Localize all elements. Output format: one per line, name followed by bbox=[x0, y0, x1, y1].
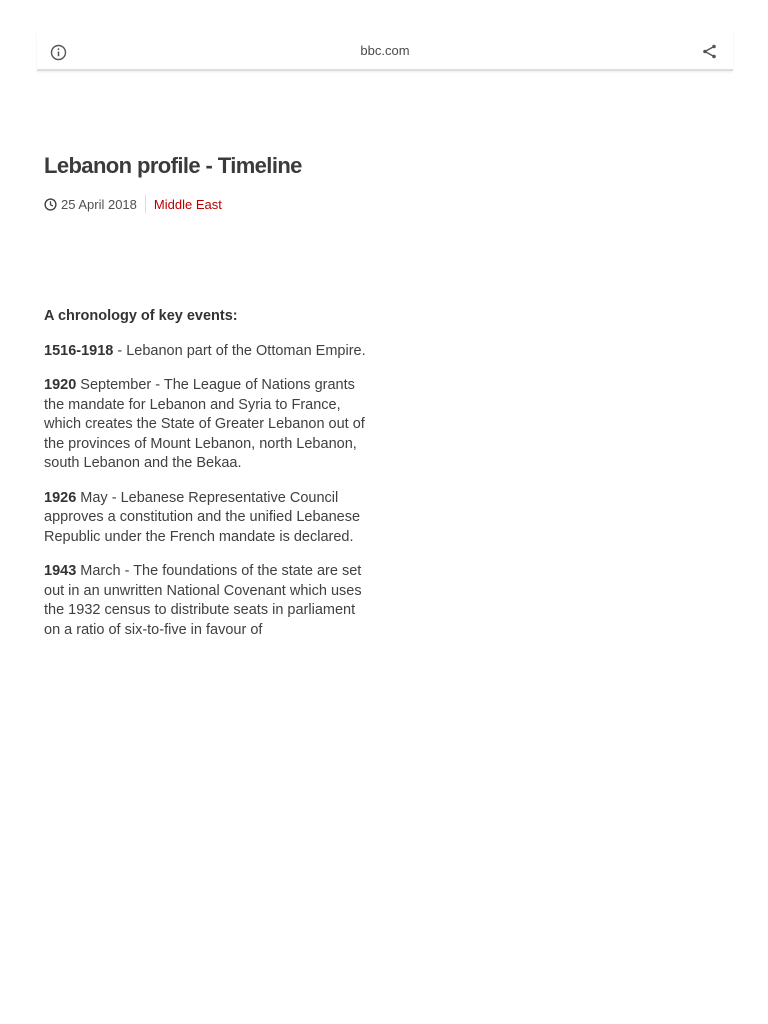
site-domain: bbc.com bbox=[360, 43, 410, 58]
intro-text: A chronology of key events: bbox=[44, 308, 238, 324]
timeline-entry bbox=[44, 489, 374, 548]
article-date: 25 April 2018 bbox=[61, 196, 137, 212]
share-icon[interactable] bbox=[701, 43, 718, 60]
article-meta bbox=[44, 194, 374, 214]
entry-text: March - The foundations of the state are set out in an unwritten National Covenant which uses the 1932 census to distribute seats in parliament on a ratio of six-to-five in favour of bbox=[44, 563, 362, 638]
timeline-entry bbox=[44, 342, 374, 362]
entry-year: 1926 bbox=[44, 489, 77, 506]
article-body bbox=[44, 307, 374, 672]
article-title: Lebanon profile - Timeline bbox=[44, 153, 302, 178]
timeline-entry bbox=[44, 376, 374, 474]
entry-year: 1943 bbox=[44, 563, 77, 579]
entry-text: - Lebanon part of the Ottoman Empire. bbox=[113, 342, 366, 359]
section-link[interactable]: Middle East bbox=[153, 196, 222, 212]
entry-year: 1920 bbox=[44, 377, 77, 393]
article bbox=[44, 150, 374, 672]
entry-text: May - Lebanese Representative Council approves a constitution and the unified Lebanese Republic under the French mandate is declared. bbox=[44, 489, 361, 545]
clock-icon bbox=[44, 198, 57, 211]
entry-text: September - The League of Nations grants the mandate for Lebanon and Syria to France, which creates the State of Greater Lebanon out of the provinces of Mount Lebanon, north Lebanon, south Lebanon and the Bekaa. bbox=[44, 377, 365, 471]
top-bar bbox=[37, 30, 733, 71]
meta-divider bbox=[145, 195, 146, 213]
entry-year: 1516-1918 bbox=[44, 342, 114, 359]
timeline-entry bbox=[44, 562, 374, 640]
